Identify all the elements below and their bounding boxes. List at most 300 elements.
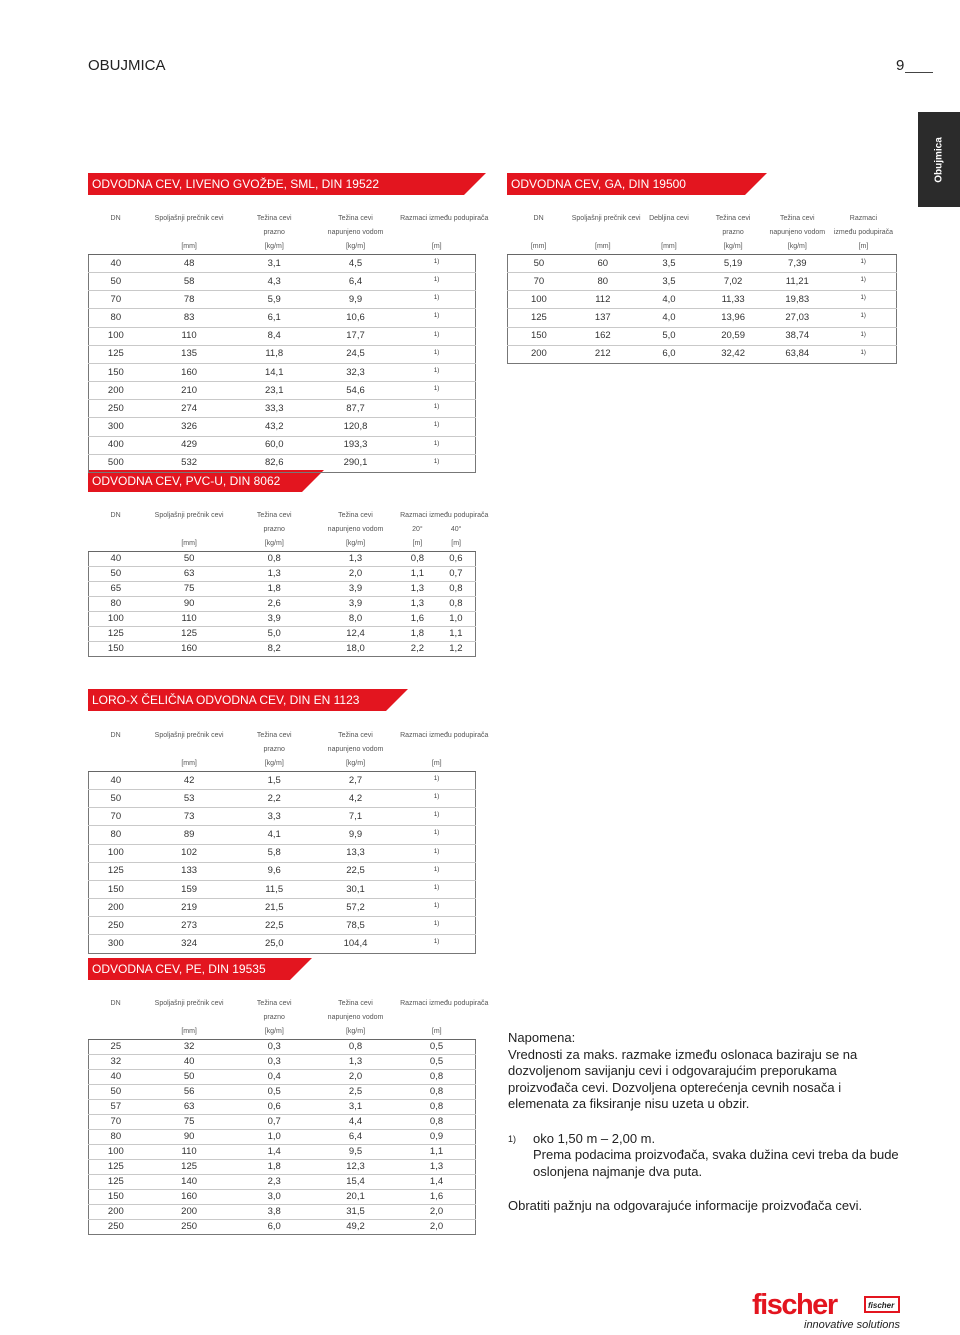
footnote-ref: 1) — [860, 277, 866, 284]
table-cell — [398, 808, 475, 826]
table-cell: 21,5 — [236, 899, 313, 917]
table-cell: 3,1 — [236, 255, 313, 273]
table-row — [89, 880, 476, 898]
table-cell: Spoljašnji prečnik cevi — [154, 1000, 224, 1007]
table-lorox — [88, 729, 489, 954]
table-cell: 50 — [143, 1070, 236, 1085]
table-cell: 150 — [508, 327, 570, 345]
table-cell: 150 — [89, 642, 143, 657]
table-cell: 9,9 — [313, 291, 398, 309]
table-cell: 2,6 — [236, 597, 313, 612]
table-cell — [398, 400, 475, 418]
table-cell: 40 — [143, 1055, 236, 1070]
table-cell — [398, 772, 475, 790]
table-cell: napunjeno vodom — [327, 229, 384, 236]
section-title-ga: ODVODNA CEV, GA, DIN 19500 — [507, 173, 745, 195]
table-cell: 1,3 — [313, 552, 398, 567]
footnote-mark: 1) — [508, 1133, 517, 1144]
table-cell: 12,3 — [313, 1160, 398, 1175]
table-cell: 4,3 — [236, 273, 313, 291]
table-cell: 125 — [89, 627, 143, 642]
table-cell: 290,1 — [313, 454, 398, 472]
table-cell: 110 — [143, 327, 236, 345]
table-cell: Težina cevi — [338, 512, 373, 519]
table-cell: prazno — [263, 1014, 285, 1021]
table-cell: 0,8 — [398, 552, 437, 567]
table-cell: Spoljašnji prečnik cevi — [154, 732, 224, 739]
footnote-ref: 1) — [433, 921, 440, 928]
footnote-ref: 1) — [433, 458, 440, 465]
table-cell: 2,0 — [398, 1220, 475, 1235]
table-subheader-row — [89, 743, 476, 757]
table-cell: 137 — [570, 309, 636, 327]
table-row — [508, 255, 897, 273]
table-subheader-row — [89, 226, 476, 240]
table-cell: [mm] — [143, 1025, 236, 1040]
table-cell: Težina cevi — [256, 732, 292, 739]
table-cell: 32,3 — [313, 363, 398, 381]
table-cell: 200 — [143, 1205, 236, 1220]
table-cell — [398, 454, 475, 472]
footnote-ref: 1) — [433, 313, 440, 320]
table-cell: 80 — [89, 826, 143, 844]
table-cell: 1,0 — [437, 612, 476, 627]
table-cell: 5,19 — [702, 255, 764, 273]
table-cell: 0,5 — [236, 1085, 313, 1100]
table-cell: 23,1 — [236, 382, 313, 400]
table-cell: 50 — [508, 255, 570, 273]
table-cell: 150 — [89, 1190, 143, 1205]
table-cell: 42 — [143, 772, 236, 790]
table-cell: Razmaci između podupirača — [400, 215, 489, 222]
table-cell: napunjeno vodom — [769, 229, 826, 236]
footnote-ref: 1) — [433, 830, 440, 837]
table-cell: 3,0 — [236, 1190, 313, 1205]
table-units-row — [89, 757, 476, 772]
table-cell: 0,8 — [398, 1085, 475, 1100]
table-cell: 9,9 — [313, 826, 398, 844]
footnote-ref: 1) — [433, 422, 440, 429]
table-row — [508, 309, 897, 327]
footnote — [508, 1131, 903, 1181]
table-cell: 160 — [143, 642, 236, 657]
table-cell: 63 — [143, 1100, 236, 1115]
table-cell: 0,8 — [398, 1100, 475, 1115]
table-cell: 48 — [143, 255, 236, 273]
table-cell: 30,1 — [313, 880, 398, 898]
table-cell: 15,4 — [313, 1175, 398, 1190]
table-cell: 80 — [89, 309, 143, 327]
footnote-ref: 1) — [433, 866, 440, 873]
table-cell: [mm] — [143, 537, 236, 552]
table-cell: 8,0 — [313, 612, 398, 627]
table-cell: prazno — [263, 746, 285, 753]
table-cell — [398, 826, 475, 844]
table-row — [89, 567, 476, 582]
table-cell: Razmaci između podupirača — [400, 512, 489, 519]
table-row — [89, 345, 476, 363]
table-cell: 13,96 — [702, 309, 764, 327]
table-cell: [kg/m] — [313, 240, 398, 255]
table-cell: 2,0 — [398, 1205, 475, 1220]
table-cell: 1,8 — [236, 582, 313, 597]
table-cell: 57,2 — [313, 899, 398, 917]
footnote-ref: 1) — [433, 440, 440, 447]
table-row — [89, 597, 476, 612]
table-cell: 2,0 — [313, 567, 398, 582]
footnote-ref: 1) — [433, 884, 440, 891]
table-row — [89, 418, 476, 436]
table-cell: 1,3 — [313, 1055, 398, 1070]
table-cell: 90 — [143, 597, 236, 612]
table-cell: 160 — [143, 1190, 236, 1205]
table-row — [89, 1100, 476, 1115]
table-cell: 0,5 — [398, 1055, 475, 1070]
table-cell — [143, 226, 236, 240]
table-cell: 3,3 — [236, 808, 313, 826]
table-cell: 22,5 — [236, 917, 313, 935]
table-cell: Težina cevi — [715, 215, 751, 222]
table-cell: 3,5 — [636, 273, 702, 291]
table-cell: 200 — [89, 382, 143, 400]
table-cell: 1,1 — [398, 1145, 475, 1160]
table-cell: 125 — [89, 1175, 143, 1190]
table-cell — [398, 899, 475, 917]
table-cell: 125 — [143, 1160, 236, 1175]
table-cell — [830, 327, 896, 345]
table-cell: 193,3 — [313, 436, 398, 454]
table-row — [89, 844, 476, 862]
table-cell: 1,3 — [398, 1160, 475, 1175]
table-cell: 1,6 — [398, 612, 437, 627]
logo-tagline: innovative solutions — [804, 1319, 901, 1331]
table-row — [89, 1070, 476, 1085]
table-cell — [89, 757, 143, 772]
table-subheader-row — [508, 226, 897, 240]
table-cell: 250 — [89, 917, 143, 935]
table-cell: 0,7 — [437, 567, 476, 582]
table-row — [89, 363, 476, 381]
table-cell: [mm] — [143, 757, 236, 772]
table-cell: [mm] — [570, 240, 636, 255]
table-cell: 532 — [143, 454, 236, 472]
table-cell: 0,5 — [398, 1040, 475, 1055]
table-header-row — [89, 212, 476, 226]
table-cell: 5,0 — [636, 327, 702, 345]
table-cell: 24,5 — [313, 345, 398, 363]
table-cell: prazno — [263, 229, 285, 236]
table-cell: 0,4 — [236, 1070, 313, 1085]
table-cell: 1,6 — [398, 1190, 475, 1205]
table-row — [89, 309, 476, 327]
table-cell: Spoljašnji prečnik cevi — [154, 512, 224, 519]
table-cell: 8,2 — [236, 642, 313, 657]
table-cell: 150 — [89, 363, 143, 381]
section-title-pvc: ODVODNA CEV, PVC-U, DIN 8062 — [88, 470, 302, 492]
side-tab — [918, 112, 960, 207]
table-cell: 2,5 — [313, 1085, 398, 1100]
table-cell: 500 — [89, 454, 143, 472]
table-cell — [398, 844, 475, 862]
table-cell: 400 — [89, 436, 143, 454]
table-cell — [398, 345, 475, 363]
table-cell — [89, 743, 143, 757]
table-cell: 9,6 — [236, 862, 313, 880]
table-cell: 56 — [143, 1085, 236, 1100]
table-cell — [398, 862, 475, 880]
table-cell: [kg/m] — [236, 240, 313, 255]
table-cell: Težina cevi — [338, 1000, 373, 1007]
table-cell — [398, 743, 475, 757]
table-cell: 0,8 — [313, 1040, 398, 1055]
fischer-logo — [752, 1290, 912, 1335]
table-cell: [m] — [398, 240, 475, 255]
table-cell: 6,0 — [236, 1220, 313, 1235]
footnote-ref: 1) — [433, 776, 440, 782]
table-row — [89, 772, 476, 790]
table-cell: [kg/m] — [236, 537, 313, 552]
table-cell: 300 — [89, 418, 143, 436]
table-header-row — [508, 212, 897, 226]
table-cell: 104,4 — [313, 935, 398, 953]
table-cell — [398, 255, 475, 273]
table-cell: 70 — [89, 808, 143, 826]
table-cell: 125 — [89, 1160, 143, 1175]
footnote-ref: 1) — [433, 386, 440, 393]
footnote-line2: Prema podacima proizvođača, svaka dužina cevi treba da bude oslonjena najmanje dva puta. — [533, 1147, 899, 1179]
table-cell: 87,7 — [313, 400, 398, 418]
table-cell: 4,4 — [313, 1115, 398, 1130]
table-cell: 70 — [89, 1115, 143, 1130]
table-cell: 80 — [89, 597, 143, 612]
footnote-ref: 1) — [433, 903, 440, 910]
footnote-ref: 1) — [860, 349, 866, 356]
table-units-row — [89, 240, 476, 255]
table-cell: [m] — [437, 537, 476, 552]
table-cell: Težina cevi — [256, 215, 292, 222]
footnote-line1: oko 1,50 m – 2,00 m. — [533, 1130, 656, 1146]
table-cell: 112 — [570, 291, 636, 309]
table-cell: 90 — [143, 1130, 236, 1145]
table-cell: 11,5 — [236, 880, 313, 898]
table-cell: 25,0 — [236, 935, 313, 953]
table-cell: [m] — [398, 1025, 475, 1040]
table-row — [89, 917, 476, 935]
table-row — [89, 935, 476, 953]
table-cell: 1,0 — [236, 1130, 313, 1145]
table-cell: 200 — [508, 345, 570, 363]
table-cell: 43,2 — [236, 418, 313, 436]
table-cell: 63,84 — [764, 345, 830, 363]
table-cell — [830, 255, 896, 273]
table-cell: 20° — [412, 526, 423, 533]
table-cell: 160 — [143, 363, 236, 381]
table-cell: 5,8 — [236, 844, 313, 862]
note-block — [508, 1030, 903, 1215]
table-row — [508, 291, 897, 309]
table-cell: 0,9 — [398, 1130, 475, 1145]
table-cell: Težina cevi — [338, 215, 373, 222]
footnote-ref: 1) — [860, 259, 866, 265]
table-cell: DN — [533, 215, 544, 222]
table-cell: [mm] — [143, 240, 236, 255]
table-cell: 80 — [570, 273, 636, 291]
table-cell: 3,8 — [236, 1205, 313, 1220]
table-cell: 0,8 — [437, 582, 476, 597]
table-units-row — [89, 1025, 476, 1040]
table-cell — [398, 273, 475, 291]
table-cell — [398, 382, 475, 400]
table-row — [89, 862, 476, 880]
table-cell — [398, 436, 475, 454]
table-cell: 0,6 — [236, 1100, 313, 1115]
table-ga — [507, 212, 897, 364]
table-cell — [89, 226, 143, 240]
table-cell: 73 — [143, 808, 236, 826]
table-cell: 2,2 — [398, 642, 437, 657]
table-cell: 63 — [143, 567, 236, 582]
table-cell: 140 — [143, 1175, 236, 1190]
table-cell: 0,6 — [437, 552, 476, 567]
table-cell: 78 — [143, 291, 236, 309]
table-row — [508, 345, 897, 363]
table-cell: 300 — [89, 935, 143, 953]
table-cell — [89, 1025, 143, 1040]
table-cell: [kg/m] — [313, 1025, 398, 1040]
table-cell: 6,4 — [313, 1130, 398, 1145]
table-row — [89, 454, 476, 472]
fischer-logo-mark — [752, 1290, 912, 1330]
footnote-ref: 1) — [433, 331, 440, 338]
table-cell: 82,6 — [236, 454, 313, 472]
table-cell: 125 — [89, 862, 143, 880]
table-cell: 40 — [89, 1070, 143, 1085]
note-title: Napomena: — [508, 1030, 576, 1045]
table-cell: 32 — [89, 1055, 143, 1070]
table-cell: 135 — [143, 345, 236, 363]
table-cell: Težina cevi — [256, 512, 292, 519]
table-cell: 162 — [570, 327, 636, 345]
table-cell — [398, 226, 475, 240]
table-cell: 12,4 — [313, 627, 398, 642]
table-header-row — [89, 997, 476, 1011]
table-cell: 7,1 — [313, 808, 398, 826]
section-title-pe: ODVODNA CEV, PE, DIN 19535 — [88, 958, 290, 980]
table-cell: 32,42 — [702, 345, 764, 363]
table-cell: 70 — [508, 273, 570, 291]
table-cell: 50 — [89, 273, 143, 291]
table-cell — [830, 345, 896, 363]
table-cell — [508, 226, 570, 240]
table-cell — [636, 226, 702, 240]
table-cell: 40 — [89, 552, 143, 567]
table-cell — [143, 1011, 236, 1025]
table-cell: 50 — [89, 1085, 143, 1100]
table-row — [89, 273, 476, 291]
table-row — [89, 1175, 476, 1190]
table-cell: 250 — [89, 400, 143, 418]
logo-badge-text: fischer — [868, 1301, 895, 1310]
table-cell: 20,59 — [702, 327, 764, 345]
table-row — [89, 1055, 476, 1070]
table-cell: 75 — [143, 582, 236, 597]
table-cell: 125 — [143, 627, 236, 642]
table-cell: 2,2 — [236, 790, 313, 808]
table-cell: 2,7 — [313, 772, 398, 790]
table-cell: 5,9 — [236, 291, 313, 309]
table-row — [89, 382, 476, 400]
table-cell: 2,3 — [236, 1175, 313, 1190]
table-cell: 429 — [143, 436, 236, 454]
table-cell: 120,8 — [313, 418, 398, 436]
table-cell: 6,1 — [236, 309, 313, 327]
table-cell: 13,3 — [313, 844, 398, 862]
table-cell: napunjeno vodom — [327, 1014, 384, 1021]
table-cell: 3,1 — [313, 1100, 398, 1115]
table-row — [89, 1205, 476, 1220]
table-subheader-row — [89, 523, 476, 537]
table-cell: [mm] — [508, 240, 570, 255]
table-cell: 60 — [570, 255, 636, 273]
table-row — [89, 1145, 476, 1160]
table-cell: Težina cevi — [338, 732, 373, 739]
table-cell: Spoljašnji prečnik cevi — [571, 215, 641, 222]
table-cell: 4,1 — [236, 826, 313, 844]
table-cell — [570, 226, 636, 240]
table-cell: 3,5 — [636, 255, 702, 273]
table-row — [89, 642, 476, 657]
table-cell: 100 — [89, 612, 143, 627]
table-cell — [89, 537, 143, 552]
table-cell: 1,1 — [437, 627, 476, 642]
table-cell: Spoljašnji prečnik cevi — [154, 215, 224, 222]
table-cell: [kg/m] — [702, 240, 764, 255]
table-cell: 100 — [89, 844, 143, 862]
table-row — [89, 552, 476, 567]
table-units-row — [89, 537, 476, 552]
page-title: OBUJMICA — [88, 57, 166, 74]
table-cell: 57 — [89, 1100, 143, 1115]
table-cell: 1,3 — [236, 567, 313, 582]
footnote-ref: 1) — [433, 794, 440, 801]
table-cell: 100 — [89, 327, 143, 345]
section-title-sml: ODVODNA CEV, LIVENO GVOŽĐE, SML, DIN 19522 — [88, 173, 464, 195]
table-cell: [mm] — [636, 240, 702, 255]
footnote-ref: 1) — [433, 295, 440, 302]
table-cell — [398, 935, 475, 953]
table-cell: Razmaci između podupirača — [400, 1000, 489, 1007]
table-row — [508, 327, 897, 345]
table-cell: 219 — [143, 899, 236, 917]
table-cell: 7,39 — [764, 255, 830, 273]
table-cell: 40 — [89, 255, 143, 273]
table-cell: 110 — [143, 1145, 236, 1160]
table-row — [89, 826, 476, 844]
table-cell: 0,8 — [437, 597, 476, 612]
table-cell: 19,83 — [764, 291, 830, 309]
table-row — [89, 436, 476, 454]
footnote-ref: 1) — [860, 331, 866, 338]
table-header-row — [89, 509, 476, 523]
page-number: 9 — [896, 57, 905, 74]
table-cell: 32 — [143, 1040, 236, 1055]
table-cell: 4,5 — [313, 255, 398, 273]
table-cell: 58 — [143, 273, 236, 291]
table-cell: [m] — [398, 537, 437, 552]
table-header-row — [89, 729, 476, 743]
table-cell — [89, 1011, 143, 1025]
table-units-row — [508, 240, 897, 255]
